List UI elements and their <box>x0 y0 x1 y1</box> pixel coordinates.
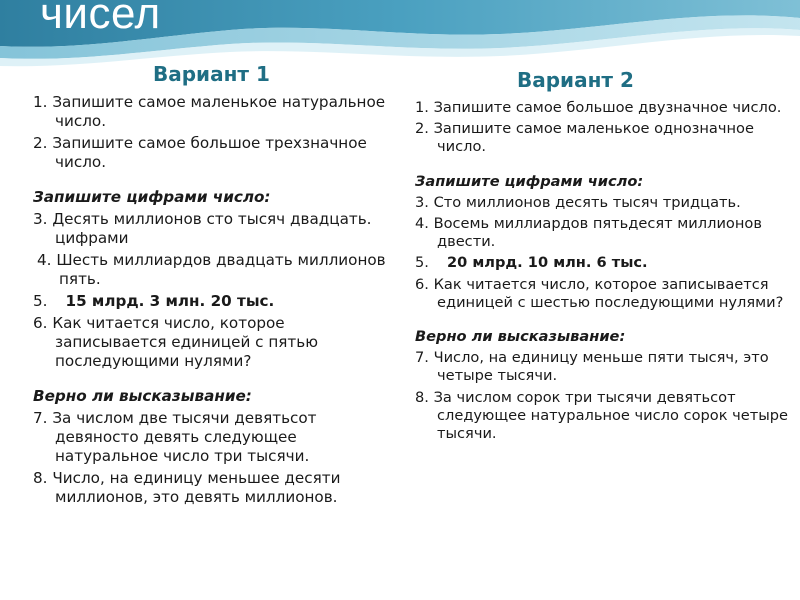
variant-1-section-write-digits: Запишите цифрами число: <box>33 188 271 206</box>
variant-1-item-4: 4. Шесть миллиардов двадцать миллионов пять. <box>37 251 386 288</box>
variant-1-item-5-text: 15 млрд. 3 млн. 20 тыс. <box>65 292 275 310</box>
variant-2-item-5 <box>415 254 790 272</box>
variant-2-item-5-text: 20 млрд. 10 млн. 6 тыс. <box>446 254 648 272</box>
variant-2-section-write-digits: Запишите цифрами число: <box>415 172 644 190</box>
variant-2-item-1: 1. Запишите самое большое двузначное число. <box>415 99 782 116</box>
variant-1-item-3: 3. Десять миллионов сто тысяч двадцать. цифрами <box>33 210 372 247</box>
variant-2-item-3: 3. Сто миллионов десять тысяч тридцать. <box>415 193 741 211</box>
variant-1-item-7: 7. За числом две тысячи девятьсот девяносто девять следующее натуральное число три тысячи. <box>33 409 317 465</box>
variant-2-items <box>415 99 790 446</box>
variant-1-item-2: 2. Запишите самое большое трехзначное число. <box>33 134 367 171</box>
variant-2-item-4: 4. Восемь миллиардов пятьдесят миллионов двести. <box>415 215 762 251</box>
variant-2-item-5-number: 5. <box>415 254 429 272</box>
variant-1-heading: Вариант 1 <box>153 62 270 86</box>
slide-title: чисел <box>40 0 161 38</box>
variant-2-item-6: 6. Как читается число, которое записывается единицей с шестью последующими нулями? <box>415 275 784 311</box>
variant-2-item-8: 8. За числом сорок три тысячи девятьсот следующее натуральное число сорок четыре тысячи. <box>415 388 789 443</box>
variant-1-items <box>33 93 398 510</box>
variant-2-item-2: 2. Запишите самое маленькое однозначное число. <box>415 120 754 156</box>
variant-1-item-8: 8. Число, на единицу меньшее десяти миллионов, это девять миллионов. <box>33 469 341 506</box>
variant-1-item-1: 1. Запишите самое маленькое натуральное число. <box>33 93 386 130</box>
variant-2-item-7: 7. Число, на единицу меньше пяти тысяч, это четыре тысячи. <box>415 349 769 385</box>
variant-1-item-6: 6. Как читается число, которое записывается единицей с пятью последующими нулями? <box>33 314 319 370</box>
variant-2-section-true-false: Верно ли высказывание: <box>415 328 626 346</box>
variant-2-heading: Вариант 2 <box>517 68 634 92</box>
variant-1-item-5 <box>33 292 398 311</box>
variant-1-section-true-false: Верно ли высказывание: <box>33 387 252 405</box>
variant-1-item-5-number: 5. <box>33 292 48 310</box>
